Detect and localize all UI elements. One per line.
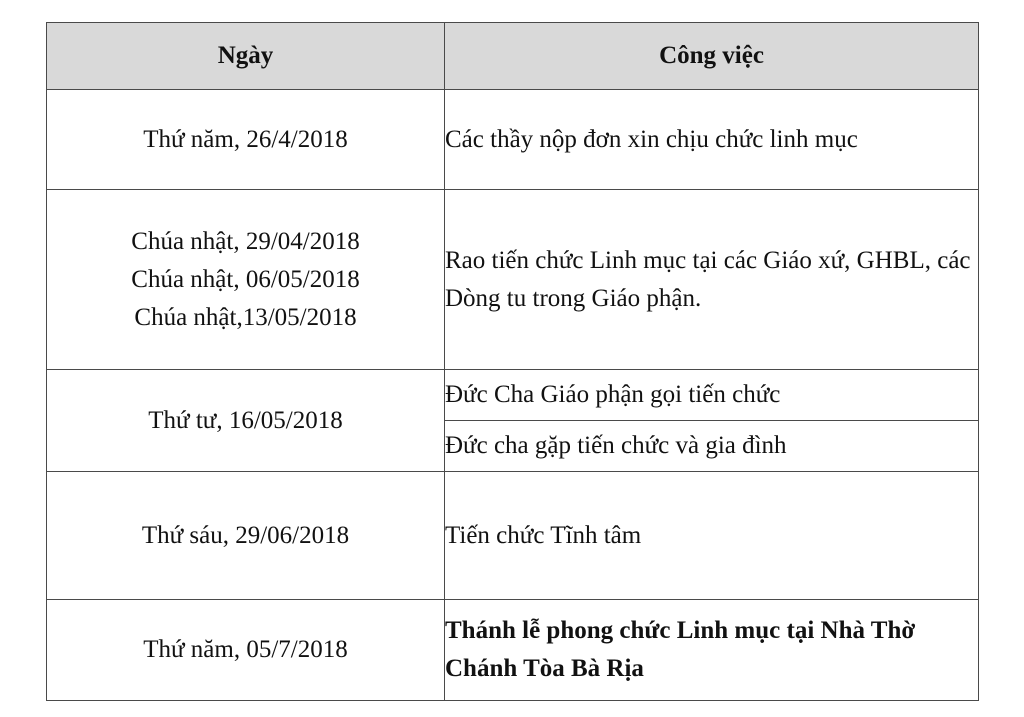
task-cell <box>445 370 979 421</box>
table-row <box>47 472 979 600</box>
date-text: Thứ năm, 26/4/2018 <box>143 125 348 153</box>
date-text: Chúa nhật,13/05/2018 <box>134 303 357 331</box>
task-cell <box>445 90 979 190</box>
table-row <box>47 600 979 701</box>
task-cell <box>445 421 979 472</box>
schedule-table <box>46 22 979 701</box>
date-text: Thứ tư, 16/05/2018 <box>148 406 343 434</box>
task-cell <box>445 190 979 370</box>
task-text: Đức Cha Giáo phận gọi tiến chức <box>445 381 781 408</box>
date-cell <box>47 600 445 701</box>
header-date: Ngày <box>47 23 445 90</box>
date-cell <box>47 190 445 370</box>
task-text: Các thầy nộp đơn xin chịu chức linh mục <box>445 125 858 153</box>
date-text: Thứ năm, 05/7/2018 <box>143 636 348 663</box>
date-text: Chúa nhật, 29/04/2018 <box>131 227 360 255</box>
date-text: Thứ sáu, 29/06/2018 <box>141 521 350 549</box>
date-cell <box>47 90 445 190</box>
table-row <box>47 190 979 370</box>
task-text-highlight: Thánh lễ phong chức Linh mục tại Nhà Thờ Chánh Tòa Bà Rịa <box>445 617 916 682</box>
task-text: Rao tiến chức Linh mục tại các Giáo xứ, GHBL, các Dòng tu trong Giáo phận. <box>445 246 971 312</box>
task-text: Tiến chức Tĩnh tâm <box>445 521 642 549</box>
header-task: Công việc <box>445 23 979 90</box>
task-text: Đức cha gặp tiến chức và gia đình <box>445 432 787 459</box>
date-cell <box>47 370 445 472</box>
table-row <box>47 370 979 421</box>
task-cell <box>445 600 979 701</box>
table-row <box>47 90 979 190</box>
header-row <box>47 23 979 90</box>
date-cell <box>47 472 445 600</box>
task-cell <box>445 472 979 600</box>
date-text: Chúa nhật, 06/05/2018 <box>131 265 360 293</box>
